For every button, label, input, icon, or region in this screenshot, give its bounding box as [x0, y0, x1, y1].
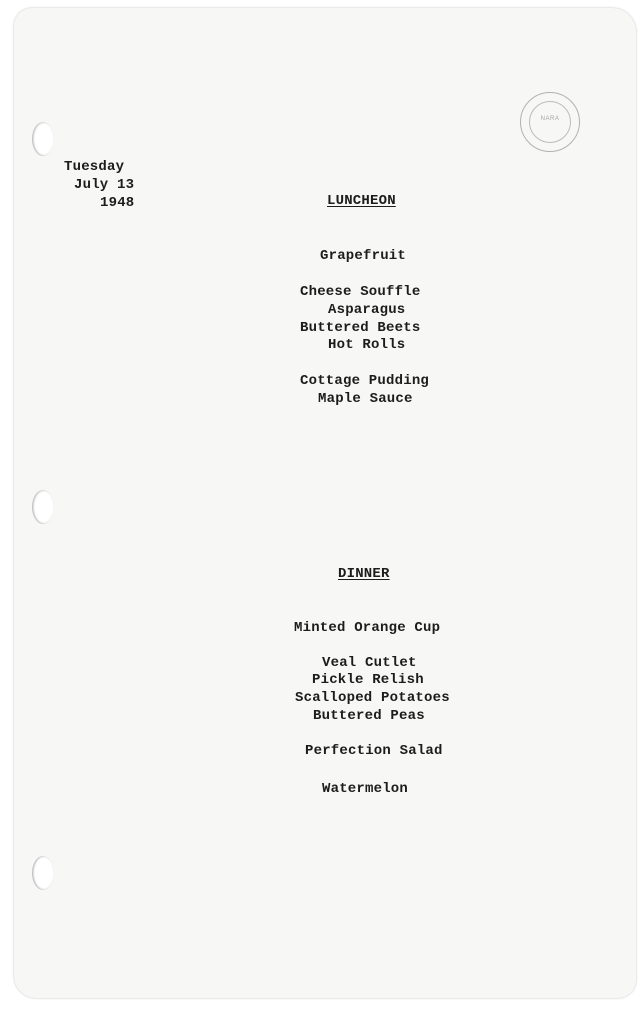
dinner-item: Buttered Peas: [313, 708, 425, 724]
luncheon-item: Asparagus: [328, 302, 406, 318]
archive-stamp-text: NARA: [540, 116, 560, 122]
luncheon-item: Buttered Beets: [300, 320, 421, 336]
luncheon-item: Cottage Pudding: [300, 373, 430, 389]
dinner-item: Veal Cutlet: [322, 655, 417, 671]
archive-stamp-ring: [529, 101, 571, 143]
binder-hole-middle: [32, 490, 54, 524]
menu-page: [14, 8, 636, 998]
luncheon-item: Grapefruit: [320, 248, 407, 264]
date-day: Tuesday: [64, 159, 125, 175]
luncheon-heading: LUNCHEON: [327, 193, 396, 209]
dinner-item: Scalloped Potatoes: [295, 690, 450, 706]
dinner-item: Watermelon: [322, 781, 409, 797]
binder-hole-top: [32, 122, 54, 156]
dinner-heading: DINNER: [338, 566, 390, 582]
date-year: 1948: [100, 195, 135, 211]
binder-hole-bottom: [32, 856, 54, 890]
dinner-item: Pickle Relish: [312, 672, 424, 688]
luncheon-item: Maple Sauce: [318, 391, 413, 407]
date-month-day: July 13: [74, 177, 135, 193]
dinner-item: Minted Orange Cup: [294, 620, 441, 636]
dinner-item: Perfection Salad: [305, 743, 443, 759]
luncheon-item: Hot Rolls: [328, 337, 406, 353]
luncheon-item: Cheese Souffle: [300, 284, 421, 300]
archive-stamp: [520, 92, 580, 152]
